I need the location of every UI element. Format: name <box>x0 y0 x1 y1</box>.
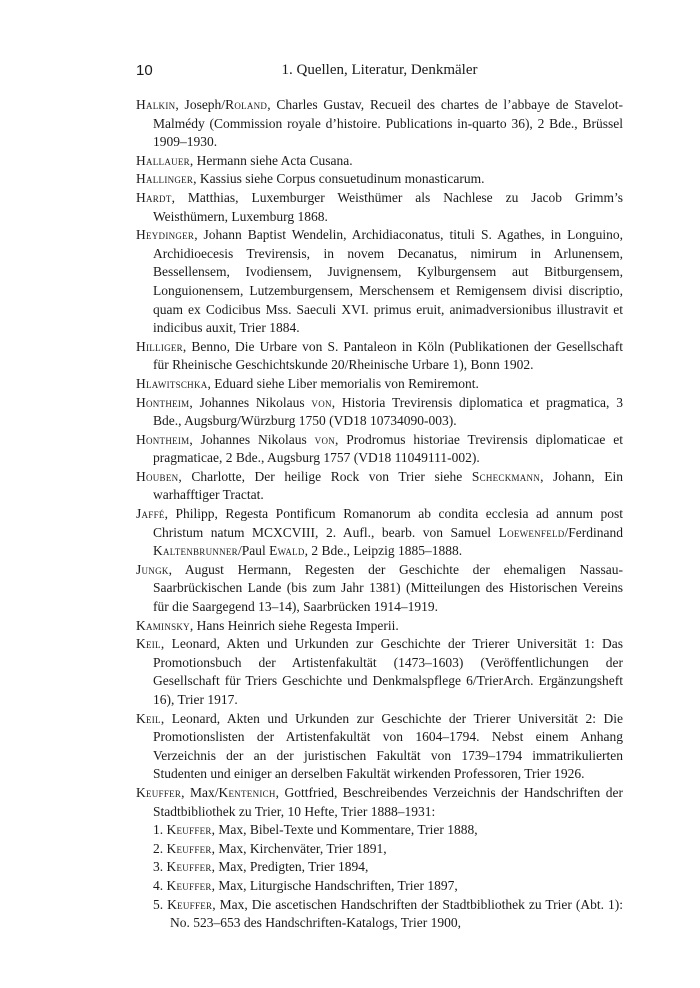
author-name: Keuffer <box>167 896 213 912</box>
author-name: Kaltenbrunner <box>153 543 238 559</box>
bib-entry <box>136 189 623 226</box>
author-name: Loewenfeld <box>498 524 565 540</box>
entry-text: , Charlotte, Der heilige Rock von Trier siehe <box>178 468 472 484</box>
author-name: Ewald <box>269 543 305 559</box>
bib-entry <box>136 394 623 431</box>
sub-entry-number: 4. <box>153 877 164 893</box>
author-name: Hontheim <box>136 394 190 410</box>
bib-entry <box>136 152 623 171</box>
entry-text: , Max, Liturgische Handschriften, Trier 1897, <box>211 877 458 893</box>
author-name: Hilliger <box>136 338 183 354</box>
author-name: Keuffer <box>166 822 212 838</box>
author-name: Keil <box>136 636 161 652</box>
author-name: Kaminsky <box>136 617 190 633</box>
bib-entry <box>136 617 623 636</box>
bib-entry <box>136 431 623 468</box>
entry-text: , August Hermann, Regesten der Geschichte der ehemaligen Nassau-Saarbrückischen Lande (bis zum Jahr 1381) (Mitteilungen des Historischen Vereins für die Saargegend 13–14), Saarbrücken 1914–1919. <box>153 561 623 615</box>
bib-sub-entry <box>136 877 623 896</box>
author-name: Jungk <box>136 561 169 577</box>
bib-entry <box>136 561 623 617</box>
bib-sub-entry <box>136 821 623 840</box>
page-number: 10 <box>136 62 153 79</box>
author-name: Keuffer <box>166 840 212 856</box>
author-name: Keuffer <box>166 859 212 875</box>
entry-text: , Prodromus historiae Trevirensis diplomaticae et pragmaticae, 2 Bde., Augsburg 1757 (VD18 11049111-002). <box>153 431 623 466</box>
bib-entry <box>136 635 623 709</box>
bib-entry <box>136 338 623 375</box>
entry-text: , Gottfried, Beschreibendes Verzeichnis der Handschriften der Stadtbibliothek zu Trier, 10 Hefte, Trier 1888–1931: <box>153 784 623 819</box>
entry-text: , Kassius siehe Corpus consuetudinum monasticarum. <box>193 171 485 187</box>
author-name: Keil <box>136 710 161 726</box>
entry-text: , Philipp, Regesta Pontificum Romanorum ab condita ecclesia ad annum post Christum natum MCXCVIII, 2. Aufl., bearb. von Samuel <box>153 506 623 540</box>
author-name: Hontheim <box>136 431 190 447</box>
entry-text: , Hans Heinrich siehe Regesta Imperii. <box>189 617 399 633</box>
author-name: Heydinger <box>136 227 195 243</box>
author-name: von <box>314 431 335 447</box>
entry-text: , Johannes Nikolaus <box>189 394 312 410</box>
entry-text: , Max, Bibel-Texte und Kommentare, Trier 1888, <box>211 822 478 838</box>
entry-text: , Joseph/ <box>175 97 226 112</box>
bib-sub-entry <box>136 840 623 859</box>
entry-text: , Benno, Die Urbare von S. Pantaleon in Köln (Publikationen der Gesellschaft für Rheinische Geschichtskunde 20/Rheinische Urbare 1), Bonn 1902. <box>153 338 623 373</box>
author-name: Keuffer <box>166 877 212 893</box>
entry-text: , Eduard siehe Liber memorialis von Remiremont. <box>207 375 479 391</box>
entry-text: /Ferdinand <box>564 524 623 540</box>
page-header <box>136 62 623 82</box>
entry-text: , Johann, Ein warhafftiger Tractat. <box>153 468 623 503</box>
bib-entry <box>136 468 623 505</box>
bibliography-list <box>136 96 623 933</box>
author-name: Hardt <box>136 189 172 205</box>
author-name: Hallauer <box>136 152 190 168</box>
author-name: Kentenich <box>218 784 276 800</box>
entry-text: , Charles Gustav, Recueil des chartes de l’abbaye de Stavelot-Malmédy (Commission royale d’histoire. Publications in-quarto 36), 2 Bde., Brüssel 1909–1930. <box>153 97 623 150</box>
author-name: Jaffé <box>136 506 165 522</box>
entry-text: , 2 Bde., Leipzig 1885–1888. <box>304 543 463 559</box>
sub-entry-number: 1. <box>153 822 164 838</box>
author-name: Keuffer <box>136 784 182 800</box>
author-name: Roland <box>225 97 268 112</box>
running-title: 1. Quellen, Literatur, Denkmäler <box>281 62 478 78</box>
sub-entry-number: 3. <box>153 859 164 875</box>
author-name: Hlawitschka <box>136 375 208 391</box>
sub-entry-number: 2. <box>153 840 164 856</box>
entry-text: , Leonard, Akten und Urkunden zur Geschichte der Trierer Universität 2: Die Promotionslisten der Artistenfakultät von 1604–1794. Nebst einem Anhang Verzeichnis der an der juristischen Fakultät von 1739–1794 immatrikulierten Studenten und einiger an derselben Fakultät wirkenden Professoren, Trier 1926. <box>153 710 623 782</box>
entry-text: /Paul <box>237 543 270 559</box>
author-name: Hallinger <box>136 171 194 187</box>
bib-entry <box>136 710 623 784</box>
bib-sub-entry <box>136 858 623 877</box>
bib-entry <box>136 170 623 189</box>
entry-text: , Max, Die ascetischen Handschriften der Stadtbibliothek zu Trier (Abt. 1): No. 523–653 des Handschriften-Katalogs, Trier 1900, <box>170 896 623 931</box>
entry-text: , Historia Trevirensis diplomatica et pragmatica, 3 Bde., Augsburg/Würzburg 1750 (VD18 10734090-003). <box>153 394 623 429</box>
entry-text: , Johann Baptist Wendelin, Archidiaconatus, tituli S. Agathes, in Longuino, Archidioecesis Trevirensis, in novem Decanatus, nimirum in Arlunensem, Bessellensem, Ivodiensem, Juvignensem, Kylburgensem aut Bitburgensem, Longuionensem, Lutzemburgensem, Merschensem et Remigensem divisi discriptio, quam ex Codicibus Mss. Saeculi XVI. primus eruit, animadversionibus illustravit et indicibus auxit, Trier 1884. <box>153 227 623 336</box>
bib-sub-entry <box>136 896 623 933</box>
sub-entry-number: 5. <box>153 896 164 912</box>
bib-entry <box>136 505 623 561</box>
entry-text: , Max, Kirchenväter, Trier 1891, <box>211 840 387 856</box>
author-name: Houben <box>136 468 179 484</box>
entry-text: , Hermann siehe Acta Cusana. <box>189 152 353 168</box>
author-name: Halkin <box>136 97 176 112</box>
bib-entry <box>136 226 623 338</box>
entry-text: , Max/ <box>181 784 219 800</box>
entry-text: , Max, Predigten, Trier 1894, <box>211 859 369 875</box>
bib-entry <box>136 375 623 394</box>
entry-text: , Leonard, Akten und Urkunden zur Geschichte der Trierer Universität 1: Das Promotionsbuch der Artistenfakultät (1473–1603) (Veröffentlichungen der Gesellschaft für Triers Geschichte und Denkmalspflege 6/TrierArch. Ergänzungsheft 16), Trier 1917. <box>153 636 623 707</box>
author-name: von <box>311 394 332 410</box>
bib-entry <box>136 784 623 821</box>
bib-entry <box>136 96 623 152</box>
entry-text: , Matthias, Luxemburger Weisthümer als Nachlese zu Jacob Grimm’s Weisthümern, Luxemburg 1868. <box>153 189 623 224</box>
entry-text: , Johannes Nikolaus <box>189 431 315 447</box>
author-name: Scheckmann <box>471 468 541 484</box>
